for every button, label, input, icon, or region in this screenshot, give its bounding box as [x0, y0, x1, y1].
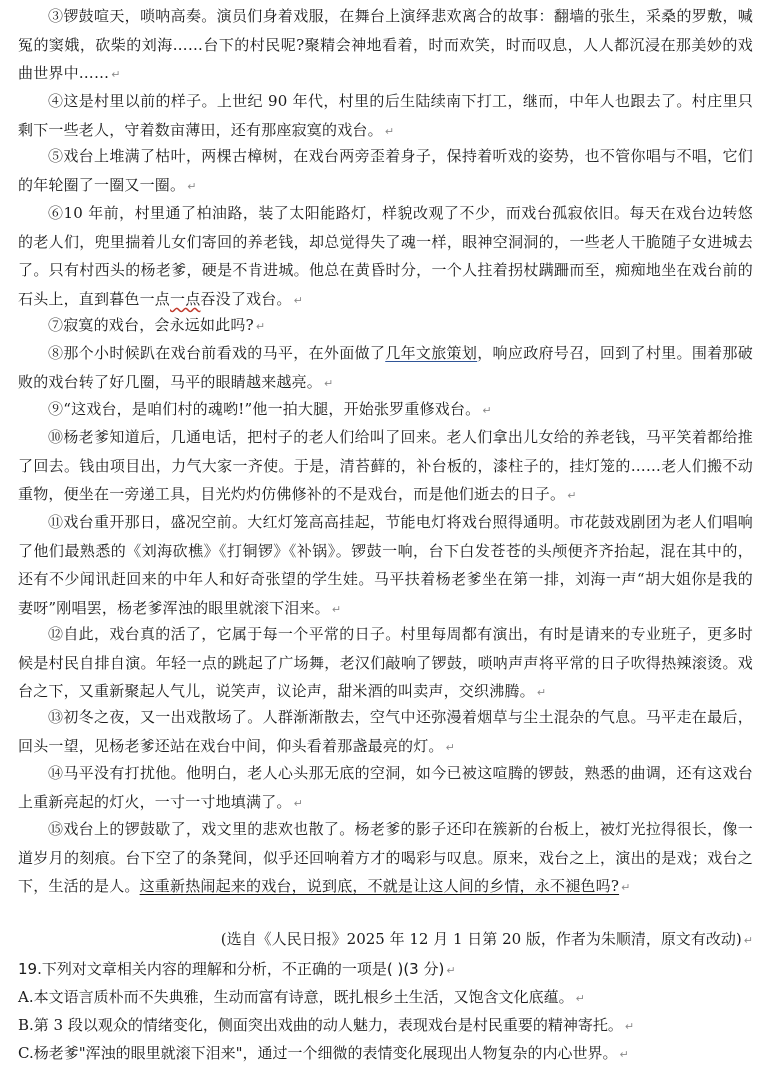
return-mark-icon: ↵: [482, 404, 492, 417]
return-mark-icon: ↵: [324, 376, 334, 390]
question-19-stem: 19.下列对文章相关内容的理解和分析，不正确的一项是( )(3 分) ↵: [18, 960, 456, 978]
paragraph-9: ⑨“这戏台，是咱们村的魂哟!”他一拍大腿，开始张罗重修戏台。 ↵: [48, 400, 492, 418]
paragraph-4: ④这是村里以前的样子。上世纪 90 年代，村里的后生陆续南下打工，继而，中年人也跟去了。村庄里只剩下一些老人，守着数亩薄田，还有那座寂寞的戏台。 ↵: [18, 92, 753, 139]
return-mark-icon: ↵: [255, 320, 266, 333]
wavy-underline-text: 一点: [170, 289, 201, 308]
return-mark-icon: ↵: [446, 964, 456, 977]
return-mark-icon: ↵: [331, 602, 342, 616]
paragraph-3: ③锣鼓喧天，唢呐高奏。演员们身着戏服，在舞台上演绎悲欢离合的故事：翻墙的张生，采桑的罗敷，喊冤的窦娥，砍柴的刘海……台下的村民呢?聚精会神地看着，时而欢笑，时而叹息，人人都沉浸在那美妙的戏曲世界中…… ↵: [18, 7, 753, 83]
return-mark-icon: ↵: [293, 796, 304, 810]
option-b: B.第 3 段以观众的情绪变化，侧面突出戏曲的动人魅力，表现戏台是村民重要的精神寄托。 ↵: [18, 1016, 635, 1034]
blue-underline-text: 几年文旅策划: [385, 344, 478, 362]
paragraph-13: ⑬初冬之夜，又一出戏散场了。人群渐渐散去，空气中还弥漫着烟草与尘土混杂的气息。马平走在最后，回头一望，见杨老爹还站在戏台中间，仰头看着那盏最亮的灯。 ↵: [18, 708, 753, 755]
source-citation: (选自《人民日报》2025 年 12 月 1 日第 20 版，作者为朱顺清，原文有改动) ↵: [220, 930, 753, 948]
return-mark-icon: ↵: [621, 881, 631, 895]
return-mark-icon: ↵: [575, 992, 585, 1005]
paragraph-12: ⑫自此，戏台真的活了，它属于每一个平常的日子。村里每周都有演出，有时是请来的专业班子，更多时候是村民自排自演。年轻一点的跳起了广场舞，老汉们敲响了锣鼓，唢呐声声将平常的日子吹得热辣滚烫。戏台之下，又重新聚起人气儿，说笑声，议论声，甜米酒的叫卖声，交织沸腾。 ↵: [18, 625, 753, 701]
paragraph-11: ⑪戏台重开那日，盛况空前。大红灯笼高高挂起，节能电灯将戏台照得通明。市花鼓戏剧团为老人们唱响了他们最熟悉的《刘海砍樵》《打铜锣》《补锅》。锣鼓一响，台下白发苍苍的头颅便齐齐抬起，混在其中的，还有不少闻讯赶回来的中年人和好奇张望的学生娃。马平扶着杨老爹坐在第一排，刘海一声“胡大姐你是我的妻呀”刚唱罢，杨老爹浑浊的眼里就滚下泪来。 ↵: [18, 513, 753, 617]
option-c: C.杨老爹"浑浊的眼里就滚下泪来"，通过一个细微的表情变化展现出人物复杂的内心世界。 ↵: [18, 1044, 629, 1062]
return-mark-icon: ↵: [384, 124, 395, 138]
return-mark-icon: ↵: [743, 934, 753, 947]
return-mark-icon: ↵: [567, 489, 577, 503]
option-a: A.本文语言质朴而不失典雅，生动而富有诗意，既扎根乡土生活，又饱含文化底蕴。 ↵: [18, 988, 585, 1006]
return-mark-icon: ↵: [624, 1020, 635, 1033]
return-mark-icon: ↵: [536, 686, 547, 700]
return-mark-icon: ↵: [619, 1048, 629, 1061]
paragraph-15: ⑮戏台上的锣鼓歇了，戏文里的悲欢也散了。杨老爹的影子还印在簇新的台板上，被灯光拉得很长，像一道岁月的刻痕。台下空了的条凳间，似乎还回响着方才的喝彩与叹息。原来，戏台之上，演出的是戏；戏台之下，生活的是人。这重新热闹起来的戏台，说到底，不就是让这人间的乡情，永不褪色吗? ↵: [18, 820, 753, 896]
return-mark-icon: ↵: [445, 740, 456, 754]
paragraph-8: ⑧那个小时候趴在戏台前看戏的马平，在外面做了几年文旅策划，响应政府号召，回到了村里。围着那破败的戏台转了好几圈，马平的眼睛越来越亮。 ↵: [18, 344, 754, 391]
return-mark-icon: ↵: [187, 179, 197, 193]
paragraph-7: ⑦寂寞的戏台，会永远如此吗? ↵: [48, 316, 266, 334]
paragraph-6: ⑥10 年前，村里通了柏油路，装了太阳能路灯，样貌改观了不少，而戏台孤寂依旧。每天在戏台边转悠的老人们，兜里揣着儿女们寄回的养老钱，却总觉得失了魂一样，眼神空洞洞的，一些老人干脆随子女进城去了。只有村西头的杨老爹，硬是不肯进城。他总在黄昏时分，一个人拄着拐杖蹒跚而至，痴痴地坐在戏台前的石头上，直到暮色一点一点吞没了戏台。 ↵: [18, 204, 753, 308]
paragraph-5: ⑤戏台上堆满了枯叶，两棵古樟树，在戏台两旁歪着身子，保持着听戏的姿势，也不管你唱与不唱，它们的年轮圈了一圈又一圈。 ↵: [18, 147, 753, 194]
underlined-sentence: 这重新热闹起来的戏台，说到底，不就是让这人间的乡情，永不褪色吗?: [139, 877, 620, 896]
return-mark-icon: ↵: [111, 68, 121, 82]
paragraph-10: ⑩杨老爹知道后，几通电话，把村子的老人们给叫了回来。老人们拿出儿女给的养老钱，马平笑着都给推了回去。钱由项目出，力气大家一齐使。于是，清苔藓的，补台板的，漆柱子的，挂灯笼的……老人们搬不动重物，便坐在一旁递工具，目光灼灼仿佛修补的不是戏台，而是他们逝去的日子。 ↵: [18, 428, 753, 504]
return-mark-icon: ↵: [293, 293, 304, 307]
paragraph-14: ⑭马平没有打扰他。他明白，老人心头那无底的空洞，如今已被这喧腾的锣鼓，熟悉的曲调，还有这戏台上重新亮起的灯火，一寸一寸地填满了。 ↵: [18, 764, 753, 811]
